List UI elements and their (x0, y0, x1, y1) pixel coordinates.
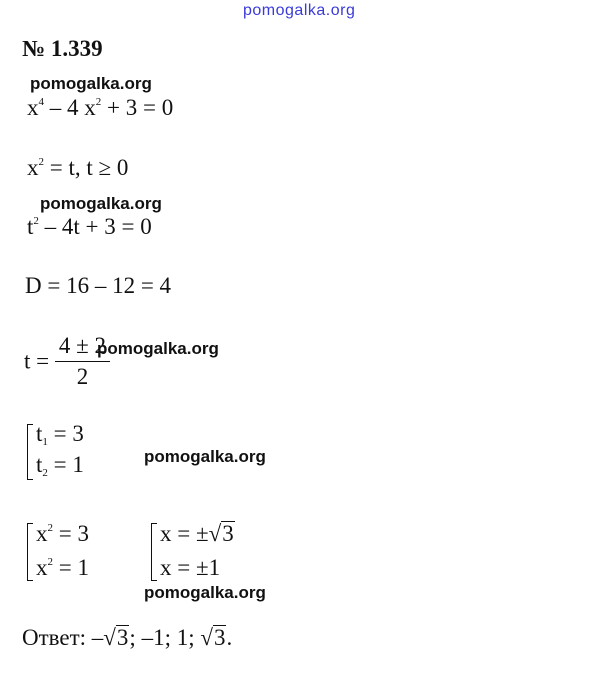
discriminant-line: D = 16 – 12 = 4 (25, 273, 172, 298)
watermark-4[interactable]: pomogalka.org (144, 447, 266, 466)
sqrt-symbol: √3 (208, 521, 234, 546)
main-equation: $x^4 - 4$ $x^2 + 3 = 0$ (27, 95, 174, 120)
substitution-line: $x^2 = t$, t ≥ 0 (27, 155, 129, 180)
x-pm-sqrt3-line: x = ±√3 (160, 521, 234, 546)
watermark-5[interactable]: pomogalka.org (144, 583, 266, 602)
sqrt-symbol: √3 (200, 625, 226, 650)
x-squared-bracket (27, 523, 33, 581)
top-watermark: pomogalka.org (243, 2, 356, 19)
watermark-2[interactable]: pomogalka.org (40, 194, 162, 213)
sqrt-symbol: √3 (103, 625, 129, 650)
t1-line: $t_1 = 3$ (36, 421, 84, 448)
watermark-3[interactable]: pomogalka.org (97, 339, 219, 358)
x-pm-1-line: x = ±1 (160, 555, 221, 580)
x-solutions-bracket (151, 523, 157, 581)
quadratic-equation: $t^2 - 4t + 3 = 0$ (27, 214, 152, 239)
x2-eq-3-line: $x^2 = 3$ (36, 521, 89, 546)
t2-line: $t_2 = 1$ (36, 452, 84, 479)
roots-formula: t = $\frac{4 \pm 2}{2}$ (24, 333, 110, 390)
x2-eq-1-line: $x^2 = 1$ (36, 555, 89, 580)
watermark-1[interactable]: pomogalka.org (30, 74, 152, 93)
problem-title: № 1.339 (22, 36, 103, 61)
t-system-bracket (27, 424, 33, 480)
answer-line: Ответ: –√3; –1; 1; √3. (22, 625, 233, 650)
